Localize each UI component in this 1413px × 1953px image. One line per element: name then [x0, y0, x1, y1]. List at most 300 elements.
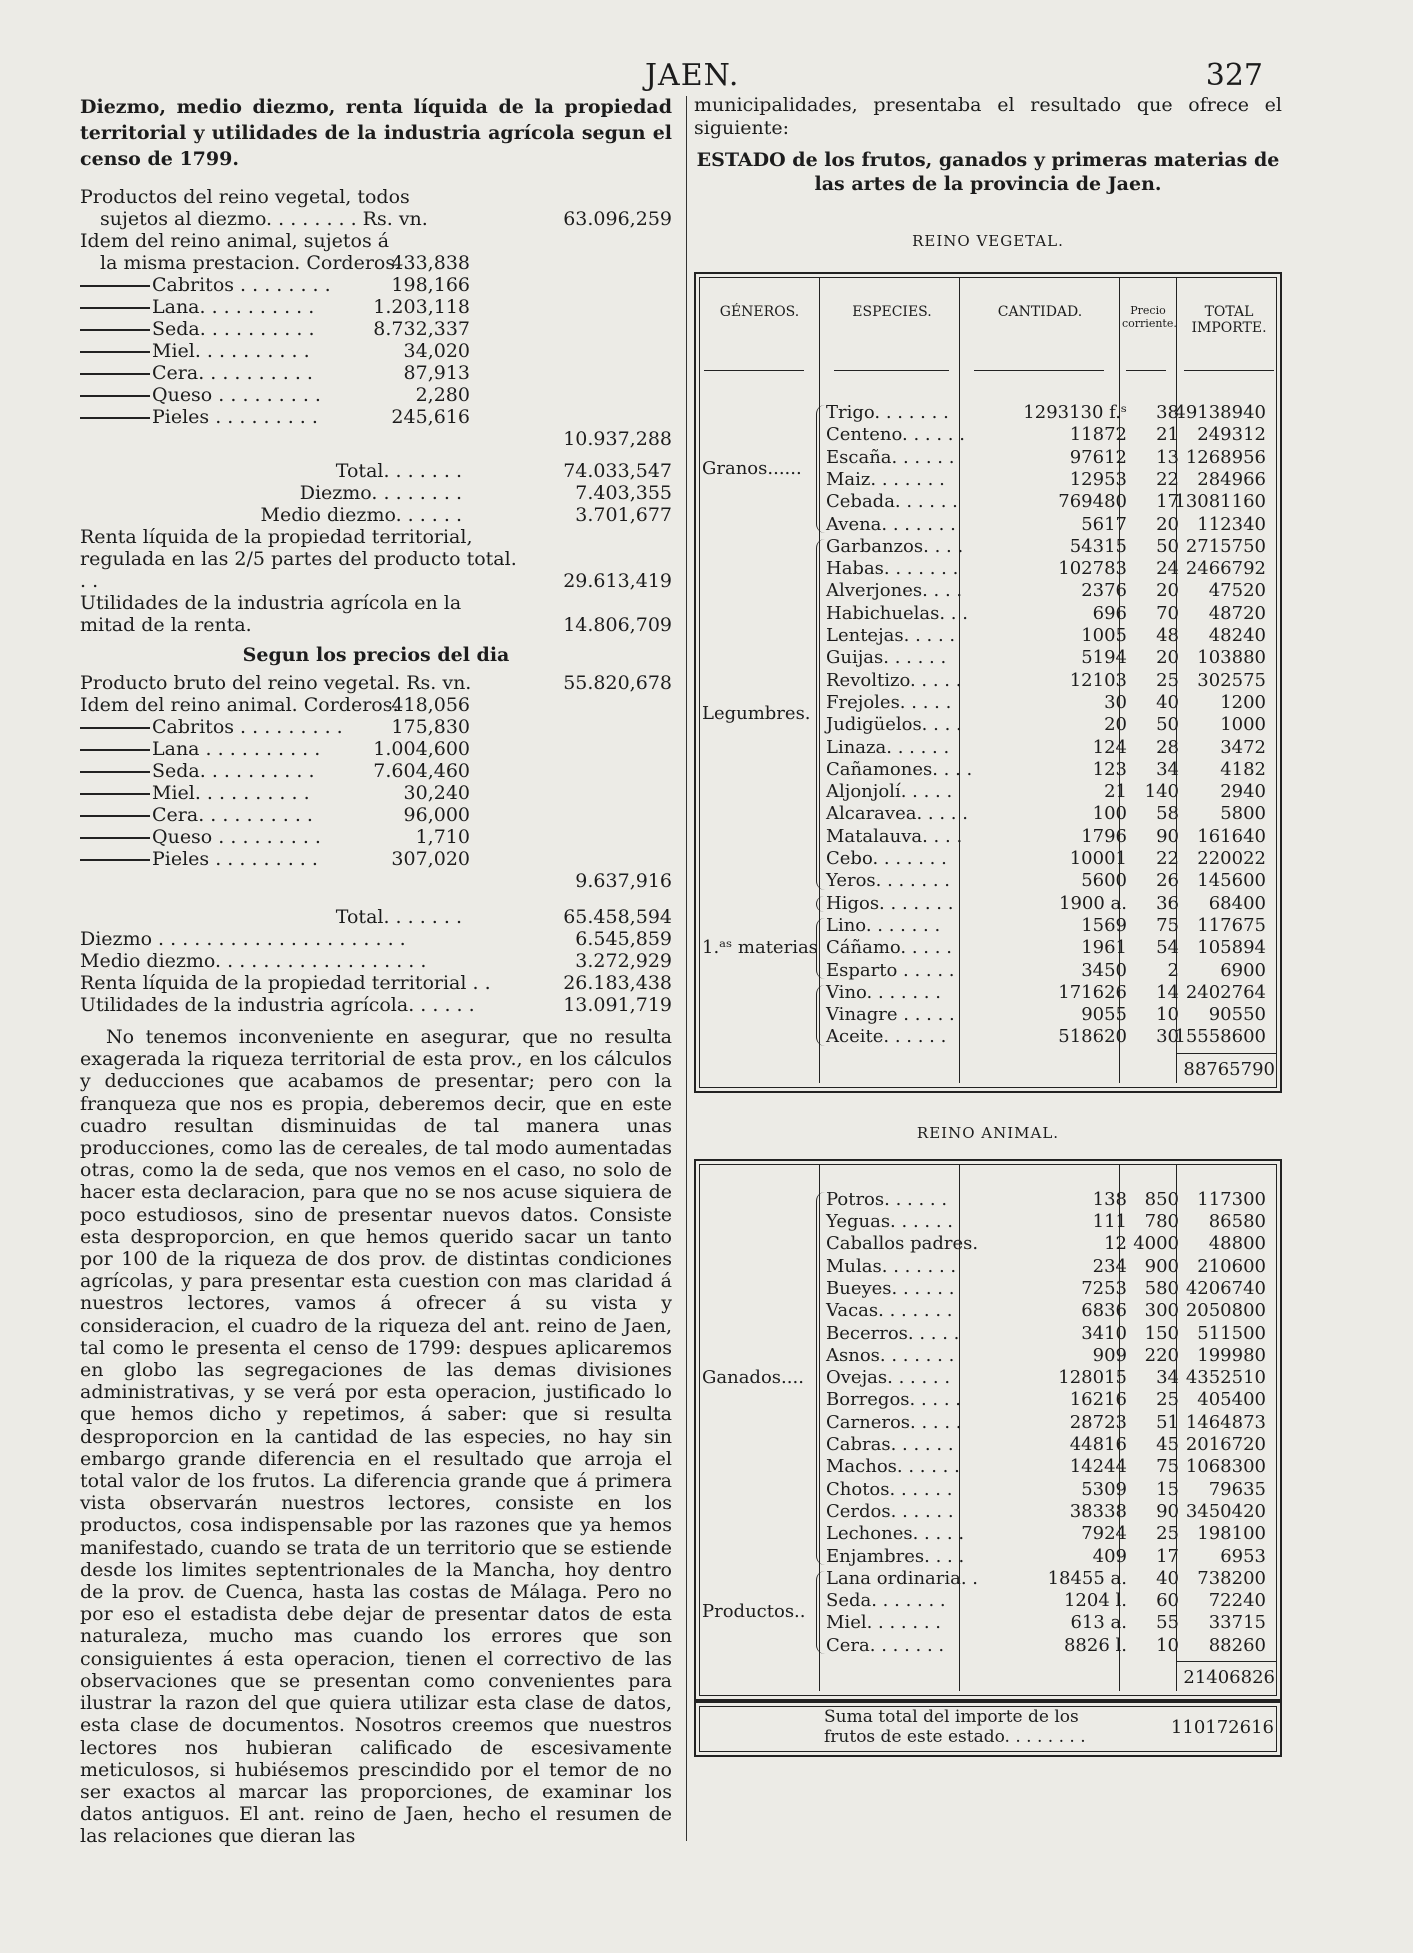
- table-row: [694, 1546, 1282, 1568]
- total-value: 6.545,859: [575, 928, 672, 950]
- precio-cell: 150: [1144, 1322, 1179, 1344]
- cantidad-cell: 12953: [1069, 468, 1127, 490]
- precio-cell: 20: [1156, 580, 1179, 602]
- cantidad-cell: 769480: [1058, 491, 1127, 513]
- importe-cell: 15558600: [1174, 1026, 1266, 1048]
- importe-cell: 103880: [1197, 647, 1266, 669]
- precio-cell: 58: [1156, 803, 1179, 825]
- especie-cell: Matalauva. . . .: [826, 825, 963, 847]
- ledger-label: Lana . . . . . . . . . .: [80, 738, 320, 760]
- importe-cell: 284966: [1197, 468, 1266, 490]
- group-brace: [816, 539, 825, 890]
- ledger-label: Pieles . . . . . . . . .: [80, 406, 318, 428]
- precio-cell: 20: [1156, 513, 1179, 535]
- total-label: Medio diezmo. . . . . . . . . . . . . . . . . .: [80, 950, 427, 972]
- cantidad-cell: 5600: [1081, 870, 1127, 892]
- column-header-precio: Precio corriente.: [1122, 304, 1177, 330]
- precio-cell: 780: [1144, 1211, 1179, 1232]
- cantidad-cell: 5194: [1081, 647, 1127, 669]
- especie-cell: Revoltizo. . . . .: [826, 669, 962, 691]
- precio-cell: 28: [1156, 736, 1179, 758]
- importe-cell: 48800: [1208, 1233, 1266, 1255]
- importe-cell: 2466792: [1185, 558, 1266, 580]
- left-column: [80, 94, 672, 1867]
- ledger-row: [80, 362, 672, 384]
- left-heading: Diezmo, medio diezmo, renta líquida de la propiedad territorial y utilidades de la industria agrícola segun el censo de 1799.: [80, 96, 672, 170]
- total-value: 26.183,438: [563, 972, 672, 994]
- especie-cell: Judigüelos. . . .: [826, 714, 962, 736]
- especie-cell: Caballos padres.: [826, 1233, 979, 1255]
- dash-rule: [80, 859, 150, 861]
- dash-rule: [80, 307, 150, 309]
- table-row: [694, 893, 1282, 915]
- right-column: [694, 94, 1282, 196]
- header-rule: [1126, 370, 1166, 371]
- importe-cell: 105894: [1197, 937, 1266, 959]
- importe-cell: 1464873: [1185, 1411, 1266, 1433]
- cantidad-cell: 30: [1104, 691, 1127, 713]
- grand-total-label: Suma total del importe de los frutos de este estado. . . . . . . .: [824, 1707, 1086, 1747]
- ledger-subvalue: 245,616: [391, 406, 470, 428]
- group-label: Productos..: [702, 1601, 806, 1623]
- group-brace: [816, 896, 825, 912]
- ledger-row: [80, 738, 672, 760]
- importe-cell: 145600: [1197, 870, 1266, 892]
- importe-cell: 249312: [1197, 424, 1266, 446]
- ledger-subvalue: 433,838: [391, 252, 470, 274]
- ledger-label: Seda. . . . . . . . . .: [80, 318, 315, 340]
- especie-cell: Vino. . . . . . .: [826, 981, 941, 1003]
- group-label: 1.ᵃˢ materias: [702, 937, 818, 959]
- precio-cell: 300: [1144, 1300, 1179, 1322]
- precio-cell: 34: [1156, 758, 1179, 780]
- precio-cell: 850: [1144, 1188, 1179, 1210]
- precio-cell: 25: [1156, 1523, 1179, 1545]
- total-label: Utilidades de la industria agrícola. . . . . .: [80, 994, 475, 1016]
- precio-cell: 15: [1156, 1478, 1179, 1500]
- cantidad-cell: 696: [1092, 602, 1127, 624]
- cantidad-cell: 28723: [1069, 1411, 1127, 1433]
- ledger-label: Producto bruto del reino vegetal. Rs. vn.: [80, 672, 472, 694]
- importe-cell: 72240: [1208, 1590, 1266, 1612]
- ledger-row: [80, 716, 672, 738]
- ledger-label: Pieles . . . . . . . . .: [80, 848, 318, 870]
- importe-cell: 112340: [1197, 513, 1266, 535]
- cantidad-cell: 10001: [1069, 848, 1127, 869]
- total-rule: [1176, 1053, 1276, 1054]
- ledger-row: [80, 694, 672, 716]
- cantidad-cell: 8826 l.: [1063, 1634, 1127, 1656]
- especie-cell: Aljonjolí. . . . .: [826, 781, 953, 803]
- precio-cell: 17: [1156, 1545, 1179, 1567]
- ledger-subvalue: 2,280: [415, 384, 470, 406]
- ledger-row: [80, 274, 672, 296]
- importe-cell: 2016720: [1185, 1434, 1266, 1455]
- cantidad-cell: 3410: [1081, 1322, 1127, 1344]
- table-row: [694, 625, 1282, 647]
- total-label: Diezmo. . . . . . . .: [299, 482, 462, 504]
- especie-cell: Habichuelas. . .: [826, 602, 968, 624]
- ledger-row: [80, 296, 672, 318]
- ledger-label: Cera. . . . . . . . . .: [80, 804, 313, 826]
- dash-rule: [80, 837, 150, 839]
- dash-rule: [80, 815, 150, 817]
- ledger-label: Queso . . . . . . . . .: [80, 384, 321, 406]
- precio-cell: 21: [1156, 424, 1179, 446]
- cantidad-cell: 124: [1092, 736, 1127, 758]
- cantidad-cell: 16216: [1069, 1389, 1127, 1411]
- importe-cell: 79635: [1208, 1478, 1266, 1500]
- precio-cell: 25: [1156, 1389, 1179, 1411]
- especie-cell: Cebada. . . . . .: [826, 491, 958, 513]
- importe-cell: 68400: [1208, 892, 1266, 914]
- cantidad-cell: 409: [1092, 1545, 1127, 1567]
- ledger-label: Seda. . . . . . . . . .: [80, 760, 315, 782]
- especie-cell: Carneros. . . . .: [826, 1411, 962, 1433]
- animal-table-total: 21406826: [1183, 1667, 1275, 1688]
- especie-cell: Alverjones. . . .: [826, 580, 963, 602]
- ledger-label: sujetos al diezmo. . . . . . . . Rs. vn.: [100, 208, 428, 230]
- importe-cell: 88260: [1208, 1634, 1266, 1656]
- ledger-subvalue: 1.203,118: [373, 296, 470, 318]
- util-row-1: [80, 592, 672, 636]
- cantidad-cell: 5617: [1081, 513, 1127, 535]
- precio-cell: 90: [1156, 825, 1179, 847]
- table-row: [694, 826, 1282, 848]
- dash-rule: [80, 771, 150, 773]
- group-label: Ganados....: [702, 1367, 804, 1389]
- precio-cell: 26: [1156, 870, 1179, 892]
- total-row: [80, 928, 672, 950]
- especie-cell: Higos. . . . . . .: [826, 892, 954, 914]
- ledger-value: 55.820,678: [563, 672, 672, 694]
- cantidad-cell: 111: [1092, 1211, 1127, 1232]
- ledger-label: Miel. . . . . . . . . .: [80, 340, 310, 362]
- total-label: Total. . . . . . .: [335, 460, 462, 482]
- cantidad-cell: 14244: [1069, 1456, 1127, 1478]
- body-paragraph: No tenemos inconveniente en asegurar, que no resulta exagerada la riqueza territorial de esta prov., en los cálculos y deducciones que acabamos de presentar; pero con la franqueza que nos es propia, deberemos decir, que en este cuadro resultan disminuidas de tal manera unas producciones, como las de cereales, de tal modo aumentadas otras, como la de seda, que nos vemos en el caso, no solo de hacer esta declaracion, para que no se nos acuse siquiera de poco estudiosos, sino de presentar nuevos datos. Consiste esta desproporcion, en que hemos querido sacar un tanto por 100 de la riqueza de dos prov. de distintas condiciones agrícolas, y para presentar esta cuestion con mas claridad á nuestros lectores, vamos á ofrecer á su vista y consideracion, el cuadro de la riqueza del ant. reino de Jaen, tal como le presenta el censo de 1799: despues aplicaremos en globo las segregaciones de las demas divisiones administrativas, y se verá por esta operacion, justificado lo que hemos dicho y repetimos, á saber: que si resulta desproporcion en la cantidad de las especies, no hay sin embargo grande diferencia en el resultado que arroja el total valor de los frutos. La diferencia grande que á primera vista observarán nuestros lectores, consiste en los productos, cosa indispensable por las razones que ya hemos manifestado, cuando se trata de un territorio que se estiende desde los limites septentrionales de la Mancha, hoy dentro de la prov. de Cuenca, hasta las costas de Málaga. Pero no por eso el estadista debe dejar de presentar datos de esta naturaleza, mucho mas cuando los errores que son consiguientes á esta operacion, tienen el correctivo de las observaciones que se presentan como convenientes para ilustrar la razon del que quiera utilizar esta clase de datos, esta clase de documentos. Nosotros creemos que nuestros lectores nos hubieran calificado de escesivamente meticulosos, si hubiésemos prescindido por el temor de no ser exactos al marcar las proporciones, de examinar los datos antiguos. El ant. reino de Jaen, hecho el resumen de las relaciones que dieran las: [80, 1026, 672, 1848]
- ledger-value: 10.937,288: [563, 428, 672, 450]
- precio-cell: 50: [1156, 535, 1179, 557]
- grand-total-value: 110172616: [1170, 1717, 1274, 1738]
- total-label: Medio diezmo. . . . . .: [260, 504, 462, 526]
- total-value: 3.701,677: [575, 504, 672, 526]
- totals-1799: [80, 460, 672, 526]
- table-row: [694, 960, 1282, 982]
- dash-rule: [80, 351, 150, 353]
- especie-cell: Vinagre . . . . .: [826, 1004, 955, 1026]
- ledger-label: Queso . . . . . . . . .: [80, 826, 321, 848]
- cantidad-cell: 6836: [1081, 1300, 1127, 1322]
- dash-rule: [80, 285, 150, 287]
- group-brace: [816, 405, 825, 533]
- table-row: [694, 1635, 1282, 1657]
- table-row: [694, 1189, 1282, 1211]
- group-brace: [816, 1571, 825, 1654]
- cantidad-cell: 171626: [1058, 981, 1127, 1003]
- importe-cell: 6900: [1220, 959, 1266, 981]
- importe-cell: 1268956: [1185, 446, 1266, 468]
- ledger-row: [80, 340, 672, 362]
- total-label: Diezmo . . . . . . . . . . . . . . . . . . . . .: [80, 928, 406, 950]
- total-row: [80, 482, 672, 504]
- precio-cell: 75: [1156, 914, 1179, 936]
- precio-cell: 24: [1156, 558, 1179, 580]
- cantidad-cell: 11872: [1069, 424, 1127, 446]
- ledger-subvalue: 198,166: [391, 274, 470, 296]
- ledger-row: [80, 252, 672, 274]
- cantidad-cell: 20: [1104, 714, 1127, 736]
- importe-cell: 117675: [1197, 914, 1266, 936]
- table-row: [694, 603, 1282, 625]
- column-divider: [686, 96, 687, 1841]
- cantidad-cell: 44816: [1069, 1434, 1127, 1455]
- table-row: [694, 803, 1282, 825]
- importe-cell: 13081160: [1174, 491, 1266, 513]
- header-rule: [834, 370, 949, 371]
- importe-cell: 199980: [1197, 1344, 1266, 1366]
- importe-cell: 161640: [1197, 825, 1266, 847]
- precio-cell: 22: [1156, 848, 1179, 869]
- importe-cell: 210600: [1197, 1255, 1266, 1277]
- cantidad-cell: 18455 a.: [1047, 1567, 1127, 1589]
- especie-cell: Ovejas. . . . . .: [826, 1367, 951, 1389]
- precio-cell: 220: [1144, 1344, 1179, 1366]
- column-header-total: TOTAL IMPORTE.: [1191, 304, 1267, 336]
- cantidad-cell: 7924: [1081, 1523, 1127, 1545]
- importe-cell: 3450420: [1185, 1500, 1266, 1522]
- precio-cell: 48: [1156, 625, 1179, 646]
- cantidad-cell: 518620: [1058, 1026, 1127, 1048]
- ledger-row: [80, 384, 672, 406]
- dash-rule: [80, 329, 150, 331]
- header-rule: [704, 370, 804, 371]
- dash-rule: [80, 417, 150, 419]
- cantidad-cell: 2376: [1081, 580, 1127, 602]
- precio-cell: 40: [1156, 1567, 1179, 1589]
- ledger-subvalue: 87,913: [403, 362, 470, 384]
- importe-cell: 2050800: [1185, 1300, 1266, 1322]
- precio-cell: 580: [1144, 1277, 1179, 1299]
- cantidad-cell: 5309: [1081, 1478, 1127, 1500]
- precio-cell: 13: [1156, 446, 1179, 468]
- table-row: [694, 580, 1282, 602]
- cantidad-cell: 909: [1092, 1344, 1127, 1366]
- especie-cell: Garbanzos. . . .: [826, 535, 964, 557]
- especie-cell: Cerdos. . . . . .: [826, 1500, 954, 1522]
- especie-cell: Mulas. . . . . . .: [826, 1255, 957, 1277]
- precio-cell: 90: [1156, 1500, 1179, 1522]
- ledger-subvalue: 7.604,460: [373, 760, 470, 782]
- table-row: [694, 1233, 1282, 1255]
- table-row: [694, 514, 1282, 536]
- especie-cell: Lino. . . . . . .: [826, 914, 941, 936]
- especie-cell: Becerros. . . . .: [826, 1322, 960, 1344]
- table-row: [694, 670, 1282, 692]
- precio-cell: 36: [1156, 892, 1179, 914]
- ledger-subvalue: 175,830: [391, 716, 470, 738]
- header-rule: [974, 370, 1104, 371]
- precio-cell: 45: [1156, 1434, 1179, 1455]
- precio-cell: 14: [1156, 981, 1179, 1003]
- precio-cell: 20: [1156, 647, 1179, 669]
- ledger-subvalue: 8.732,337: [373, 318, 470, 340]
- dash-rule: [80, 373, 150, 375]
- precio-cell: 34: [1156, 1367, 1179, 1389]
- table-row: [694, 1456, 1282, 1478]
- especie-cell: Seda. . . . . . .: [826, 1590, 946, 1612]
- header-rule: [1184, 370, 1274, 371]
- precio-cell: 50: [1156, 714, 1179, 736]
- group-brace: [816, 1192, 825, 1565]
- cantidad-cell: 1204 l.: [1063, 1590, 1127, 1612]
- especie-cell: Cáñamo. . . . .: [826, 937, 952, 959]
- ledger-row: [80, 848, 672, 870]
- table-row: [694, 848, 1282, 870]
- total-value: 65.458,594: [563, 906, 672, 928]
- cantidad-cell: 97612: [1069, 446, 1127, 468]
- total-row: [80, 950, 672, 972]
- ledger-row: [80, 428, 672, 450]
- table-row: [694, 1026, 1282, 1048]
- cantidad-cell: 21: [1104, 781, 1127, 803]
- precio-cell: 60: [1156, 1590, 1179, 1612]
- table-row: [694, 1389, 1282, 1411]
- group-brace: [816, 985, 825, 1046]
- ledger-row: [80, 870, 672, 892]
- importe-cell: 4352510: [1185, 1367, 1266, 1389]
- especie-cell: Trigo. . . . . . .: [826, 402, 949, 423]
- table-row: [694, 759, 1282, 781]
- table-row: [694, 1256, 1282, 1278]
- renta-row-1: [80, 526, 672, 592]
- dash-rule: [80, 727, 150, 729]
- table-row: [694, 536, 1282, 558]
- cantidad-cell: 102783: [1058, 558, 1127, 580]
- table-row: [694, 915, 1282, 937]
- table-row: [694, 1501, 1282, 1523]
- especie-cell: Potros. . . . . .: [826, 1188, 948, 1210]
- ledger-row: [80, 230, 672, 252]
- dash-rule: [80, 749, 150, 751]
- especie-cell: Cera. . . . . . .: [826, 1634, 945, 1656]
- especie-cell: Vacas. . . . . . .: [826, 1300, 953, 1322]
- column-header-generos: GÉNEROS.: [719, 304, 800, 320]
- especie-cell: Esparto . . . . .: [826, 959, 955, 981]
- importe-cell: 6953: [1220, 1545, 1266, 1567]
- especie-cell: Lentejas. . . . .: [826, 625, 956, 646]
- total-label: Renta líquida de la propiedad territorial . .: [80, 972, 491, 994]
- precio-cell: 70: [1156, 602, 1179, 624]
- importe-cell: 2940: [1220, 781, 1266, 803]
- total-label: Total. . . . . . .: [335, 906, 462, 928]
- especie-cell: Yeros. . . . . . .: [826, 870, 951, 892]
- ledger-row: [80, 186, 672, 208]
- table-row: [694, 424, 1282, 446]
- precio-cell: 38: [1156, 402, 1179, 423]
- section-label-animal: REINO ANIMAL.: [916, 1123, 1060, 1142]
- ledger-row: [80, 672, 672, 694]
- renta-value: 29.613,419: [563, 570, 672, 592]
- importe-cell: 33715: [1208, 1612, 1266, 1634]
- especie-cell: Escaña. . . . . .: [826, 446, 955, 468]
- total-value: 7.403,355: [575, 482, 672, 504]
- importe-cell: 1000: [1220, 714, 1266, 736]
- renta-label: Renta líquida de la propiedad territorial, regulada en las 2/5 partes del producto total. . .: [80, 526, 517, 592]
- importe-cell: 302575: [1197, 669, 1266, 691]
- column-header-especies: ESPECIES.: [852, 304, 932, 320]
- column-header-cantidad: CANTIDAD.: [997, 304, 1083, 320]
- table-row: [694, 737, 1282, 759]
- especie-cell: Borregos. . . . .: [826, 1389, 962, 1411]
- table-row: [694, 1412, 1282, 1434]
- ledger-row: [80, 318, 672, 340]
- totals-current: [80, 906, 672, 1016]
- group-label: Granos......: [702, 457, 802, 479]
- table-row: [694, 558, 1282, 580]
- total-value: 3.272,929: [575, 950, 672, 972]
- cantidad-cell: 138: [1092, 1188, 1127, 1210]
- especie-cell: Frejoles. . . . .: [826, 691, 952, 713]
- page-title: JAEN.: [645, 58, 740, 93]
- ledger-label: Idem del reino animal. Corderos.: [80, 694, 399, 716]
- importe-cell: 47520: [1208, 580, 1266, 602]
- cantidad-cell: 38338: [1069, 1500, 1127, 1522]
- importe-cell: 4182: [1220, 758, 1266, 780]
- especie-cell: Bueyes. . . . . .: [826, 1277, 955, 1299]
- especie-cell: Centeno. . . . . .: [826, 424, 965, 446]
- importe-cell: 220022: [1197, 848, 1266, 869]
- ledger-subvalue: 96,000: [403, 804, 470, 826]
- ledger-row: [80, 406, 672, 428]
- cantidad-cell: 9055: [1081, 1004, 1127, 1026]
- total-row: [80, 994, 672, 1016]
- table-row: [694, 781, 1282, 803]
- util-value: 14.806,709: [563, 614, 672, 636]
- table-row: [694, 1004, 1282, 1026]
- cantidad-cell: 128015: [1058, 1367, 1127, 1389]
- total-value: 13.091,719: [563, 994, 672, 1016]
- total-row: [80, 906, 672, 928]
- table-row: [694, 1278, 1282, 1300]
- especie-cell: Cebo. . . . . . .: [826, 848, 947, 869]
- precio-cell: 10: [1156, 1004, 1179, 1026]
- cantidad-cell: 1961: [1081, 937, 1127, 959]
- page-number: 327: [1205, 58, 1263, 93]
- ledger-row: [80, 760, 672, 782]
- cantidad-cell: 1569: [1081, 914, 1127, 936]
- ledger-label: Cera. . . . . . . . . .: [80, 362, 313, 384]
- especie-cell: Habas. . . . . . .: [826, 558, 959, 580]
- page-header: [0, 58, 1413, 98]
- table-row: [694, 491, 1282, 513]
- precio-cell: 22: [1156, 468, 1179, 490]
- cantidad-cell: 234: [1092, 1255, 1127, 1277]
- importe-cell: 48240: [1208, 625, 1266, 646]
- total-rule: [1176, 1661, 1276, 1662]
- cantidad-cell: 1900 a.: [1059, 892, 1127, 914]
- estado-heading: ESTADO de los frutos, ganados y primeras materias de las artes de la provincia de Jaen.: [696, 149, 1280, 195]
- ledger-row: [80, 826, 672, 848]
- importe-cell: 1068300: [1185, 1456, 1266, 1478]
- ledger-current: [80, 672, 672, 892]
- ledger-1799: [80, 186, 672, 450]
- ledger-label: Cabritos . . . . . . . .: [80, 274, 331, 296]
- importe-cell: 49138940: [1174, 402, 1266, 423]
- dash-rule: [80, 793, 150, 795]
- especie-cell: Lana ordinaria. .: [826, 1567, 979, 1589]
- ledger-label: la misma prestacion. Corderos.: [100, 252, 402, 274]
